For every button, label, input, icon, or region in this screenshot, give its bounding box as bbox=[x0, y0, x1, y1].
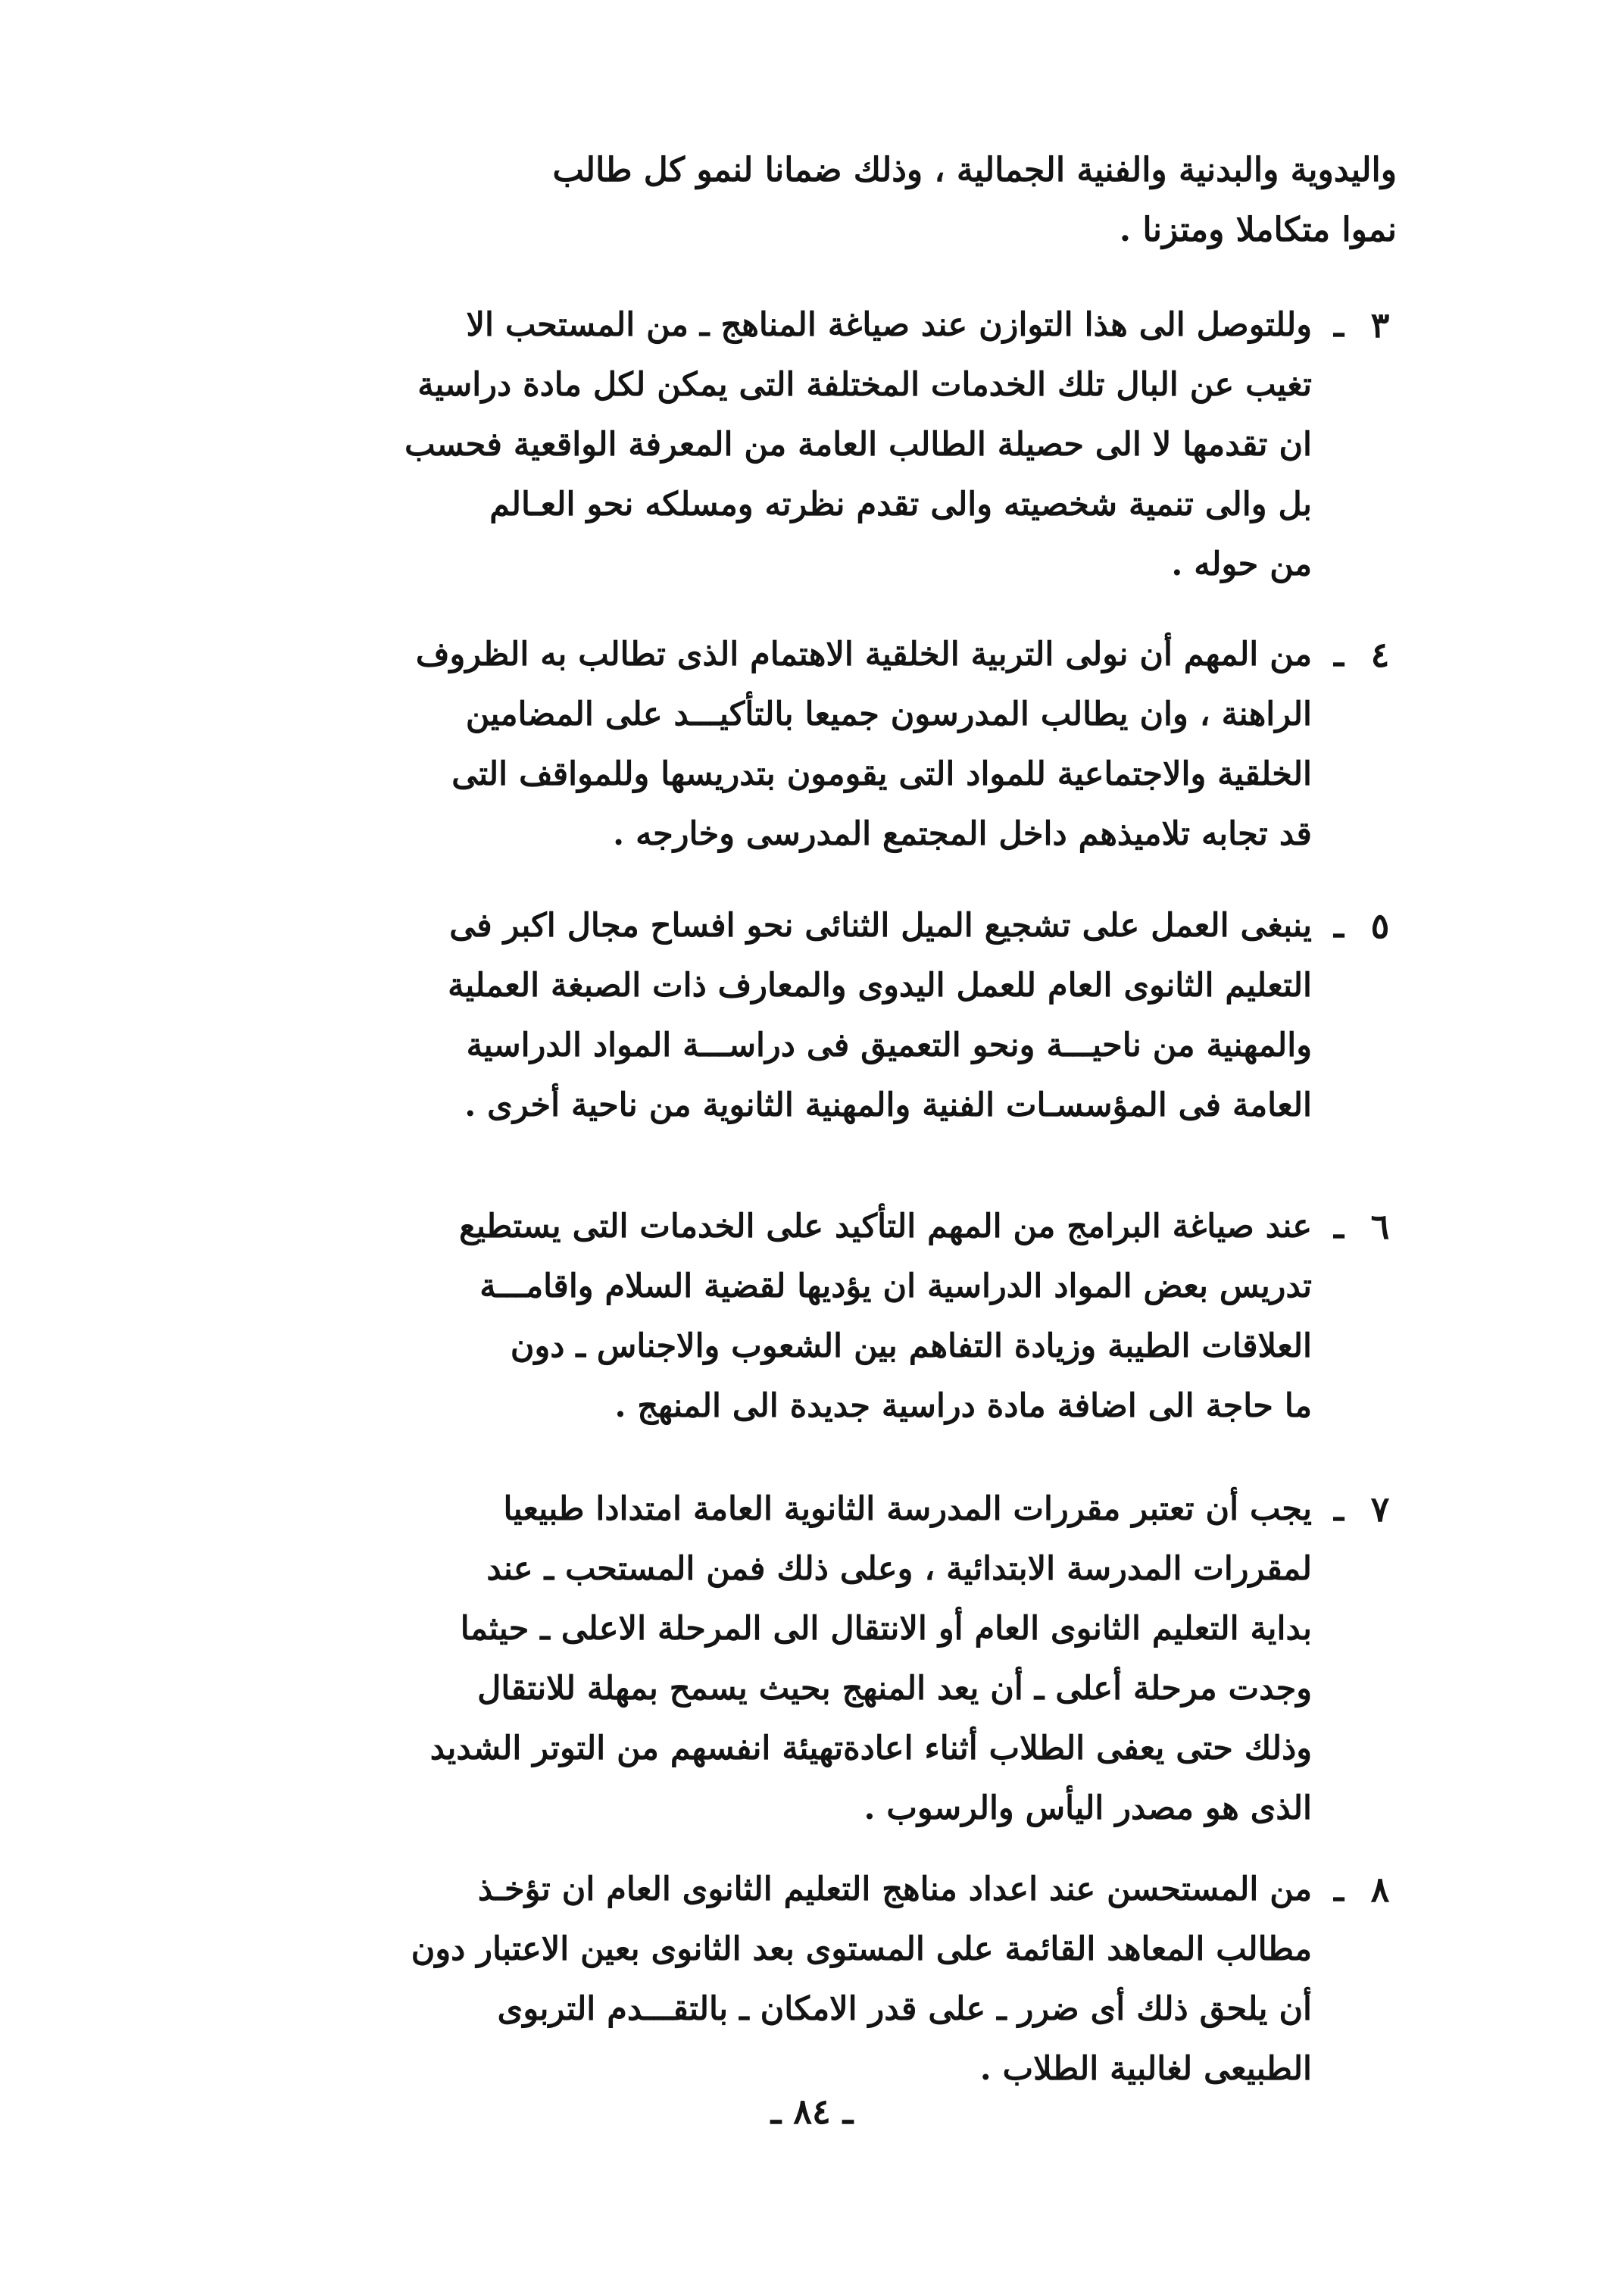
item-line: الخلقية والاجتماعية للمواد التى يقومون بتدريسها وللمواقف التى bbox=[451, 755, 1312, 793]
item-line: من حوله . bbox=[1171, 545, 1312, 583]
item-line: وللتوصل الى هذا التوازن عند صياغة المناهج ـ من المستحب الا bbox=[466, 306, 1312, 344]
item-number: ٨ bbox=[1370, 1869, 1390, 1910]
item-line: عند صياغة البرامج من المهم التأكيد على الخدمات التى يستطيع bbox=[459, 1208, 1312, 1245]
item-line: الطبيعى لغالبية الطلاب . bbox=[979, 2050, 1312, 2088]
item-number: ٣ bbox=[1370, 305, 1390, 345]
item-line: بداية التعليم الثانوى العام أو الانتقال الى المرحلة الاعلى ـ حيثما bbox=[460, 1610, 1312, 1648]
item-line: الراهنة ، وان يطالب المدرسون جميعا بالتأكيـــد على المضامين bbox=[465, 695, 1312, 733]
item-line: العلاقات الطيبة وزيادة التفاهم بين الشعوب والاجناس ـ دون bbox=[510, 1327, 1312, 1365]
item-text bbox=[335, 1480, 1312, 1839]
item-line: تغيب عن البال تلك الخدمات المختلفة التى يمكن لكل مادة دراسية bbox=[417, 366, 1312, 404]
item-line: ان تقدمها لا الى حصيلة الطالب العامة من المعرفة الواقعية فحسب bbox=[404, 426, 1312, 464]
item-line: وجدت مرحلة أعلى ـ أن يعد المنهج بحيث يسمح بمهلة للانتقال bbox=[477, 1670, 1312, 1708]
item-number: ٤ bbox=[1370, 634, 1390, 675]
intro-line: واليدوية والبدنية والفنية الجمالية ، وذلك ضمانا لنمو كل طالب bbox=[552, 151, 1397, 189]
item-line: وذلك حتى يعفى الطلاب أثناء اعادةتهيئة انفسهم من التوتر الشديد bbox=[429, 1730, 1312, 1767]
item-number: ٦ bbox=[1370, 1206, 1390, 1247]
item-dash: ـ bbox=[1334, 1208, 1344, 1246]
item-line: من المهم أن نولى التربية الخلقية الاهتمام الذى تطالب به الظروف bbox=[415, 636, 1312, 673]
item-line: تدريس بعض المواد الدراسية ان يؤديها لقضية السلام واقامـــة bbox=[479, 1267, 1312, 1305]
item-dash: ـ bbox=[1334, 306, 1344, 345]
item-line: ما حاجة الى اضافة مادة دراسية جديدة الى المنهج . bbox=[614, 1387, 1312, 1425]
item-line: بل والى تنمية شخصيته والى تقدم نظرته ومسلكه نحو العـالم bbox=[489, 486, 1312, 523]
item-line: يجب أن تعتبر مقررات المدرسة الثانوية العامة امتدادا طبيعيا bbox=[503, 1490, 1312, 1528]
item-text bbox=[335, 896, 1312, 1136]
item-text bbox=[335, 625, 1312, 864]
item-line: أن يلحق ذلك أى ضرر ـ على قدر الامكان ـ بالتقـــدم التربوى bbox=[497, 1990, 1312, 2028]
item-text bbox=[335, 1197, 1312, 1436]
item-line: والمهنية من ناحيـــة ونحو التعميق فى دراســـة المواد الدراسية bbox=[466, 1027, 1312, 1064]
item-line: لمقررات المدرسة الابتدائية ، وعلى ذلك فمن المستحب ـ عند bbox=[486, 1550, 1312, 1588]
item-dash: ـ bbox=[1334, 636, 1344, 674]
item-line: قد تجابه تلاميذهم داخل المجتمع المدرسى وخارجه . bbox=[613, 815, 1312, 853]
item-line: العامة فى المؤسسـات الفنية والمهنية الثانوية من ناحية أخرى . bbox=[464, 1086, 1312, 1124]
intro-line: نموا متكاملا ومتزنا . bbox=[1119, 211, 1397, 249]
item-dash: ـ bbox=[1334, 1870, 1344, 1909]
item-text bbox=[335, 1860, 1312, 2099]
item-dash: ـ bbox=[1334, 1490, 1344, 1529]
item-dash: ـ bbox=[1334, 907, 1344, 945]
page-number: ـ ٨٤ ـ bbox=[770, 2091, 854, 2132]
item-line: ينبغى العمل على تشجيع الميل الثنائى نحو افساح مجال اكبر فى bbox=[449, 907, 1312, 945]
item-line: من المستحسن عند اعداد مناهج التعليم الثانوى العام ان تؤخـذ bbox=[477, 1870, 1312, 1908]
item-number: ٧ bbox=[1370, 1489, 1390, 1530]
item-line: مطالب المعاهد القائمة على المستوى بعد الثانوى بعين الاعتبار دون bbox=[411, 1930, 1312, 1968]
intro-paragraph bbox=[382, 140, 1397, 260]
item-line: التعليم الثانوى العام للعمل اليدوى والمعارف ذات الصبغة العملية bbox=[448, 967, 1312, 1005]
item-number: ٥ bbox=[1370, 905, 1390, 946]
item-line: الذى هو مصدر اليأس والرسوب . bbox=[864, 1789, 1312, 1827]
item-text bbox=[335, 295, 1312, 595]
